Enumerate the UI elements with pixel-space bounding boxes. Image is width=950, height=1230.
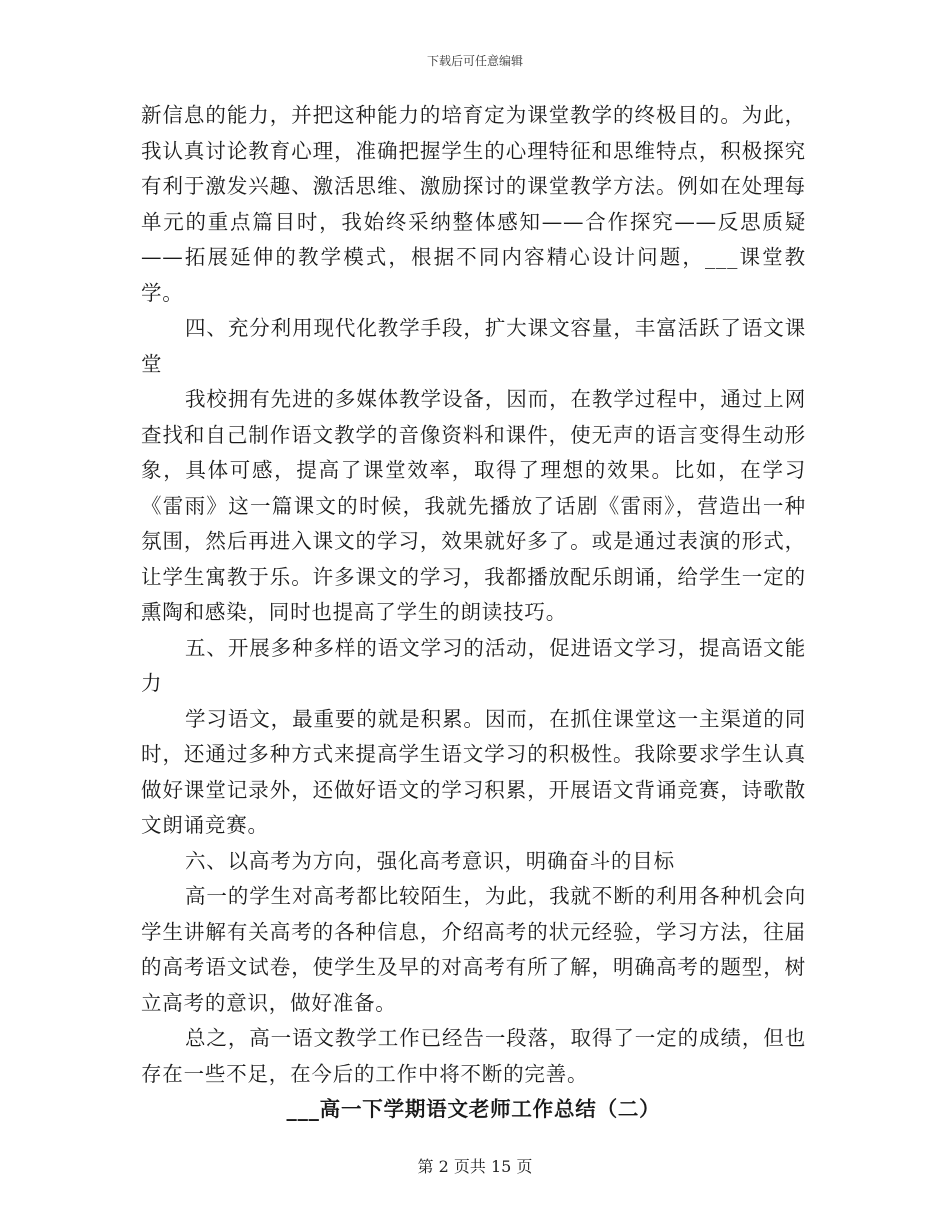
paragraph: 我校拥有先进的多媒体教学设备，因而，在教学过程中，通过上网查找和自己制作语文教学的音像资料和课件，使无声的语言变得生动形象，具体可感，提高了课堂效率，取得了理想的效果。比如，在学习《雷雨》这一篇课文的时候，我就先播放了话剧《雷雨》，营造出一种氛围，然后再进入课文的学习，效果就好多了。或是通过表演的形式，让学生寓教于乐。许多课文的学习，我都播放配乐朗诵，给学生一定的熏陶和感染，同时也提高了学生的朗读技巧。 (141, 387, 806, 624)
document-section-title: ___高一下学期语文老师工作总结（二） (286, 1097, 661, 1121)
section-heading-six: 六、以高考为方向，强化高考意识，明确奋斗的目标 (185, 848, 675, 873)
paragraph: 高一的学生对高考都比较陌生，为此，我就不断的利用各种机会向学生讲解有关高考的各种信息，介绍高考的状元经验，学习方法，往届的高考语文试卷，使学生及早的对高考有所了解，明确高考的题型，树立高考的意识，做好准备。 (141, 884, 806, 1015)
section-heading-five: 五、开展多种多样的语文学习的活动，促进语文学习，提高语文能力 (141, 635, 806, 695)
section-heading-four: 四、充分利用现代化教学手段，扩大课文容量，丰富活跃了语文课堂 (141, 316, 806, 376)
page-number: 第 2 页共 15 页 (417, 1157, 533, 1176)
paragraph: 新信息的能力，并把这种能力的培育定为课堂教学的终极目的。为此，我认真讨论教育心理，准确把握学生的心理特征和思维特点，积极探究有利于激发兴趣、激活思维、激励探讨的课堂教学方法。例如在处理每单元的重点篇目时，我始终采纳整体感知——合作探究——反思质疑——拓展延伸的教学模式，根据不同内容精心设计问题，___课堂教学。 (141, 103, 806, 305)
paragraph-conclusion: 总之，高一语文教学工作已经告一段落，取得了一定的成绩，但也存在一些不足，在今后的工作中将不断的完善。 (141, 1026, 806, 1086)
paragraph: 学习语文，最重要的就是积累。因而，在抓住课堂这一主渠道的同时，还通过多种方式来提高学生语文学习的积极性。我除要求学生认真做好课堂记录外，还做好语文的学习积累，开展语文背诵竞赛，诗歌散文朗诵竞赛。 (141, 706, 806, 837)
document-body (141, 98, 806, 1128)
page-header-note: 下载后可任意编辑 (426, 54, 523, 68)
